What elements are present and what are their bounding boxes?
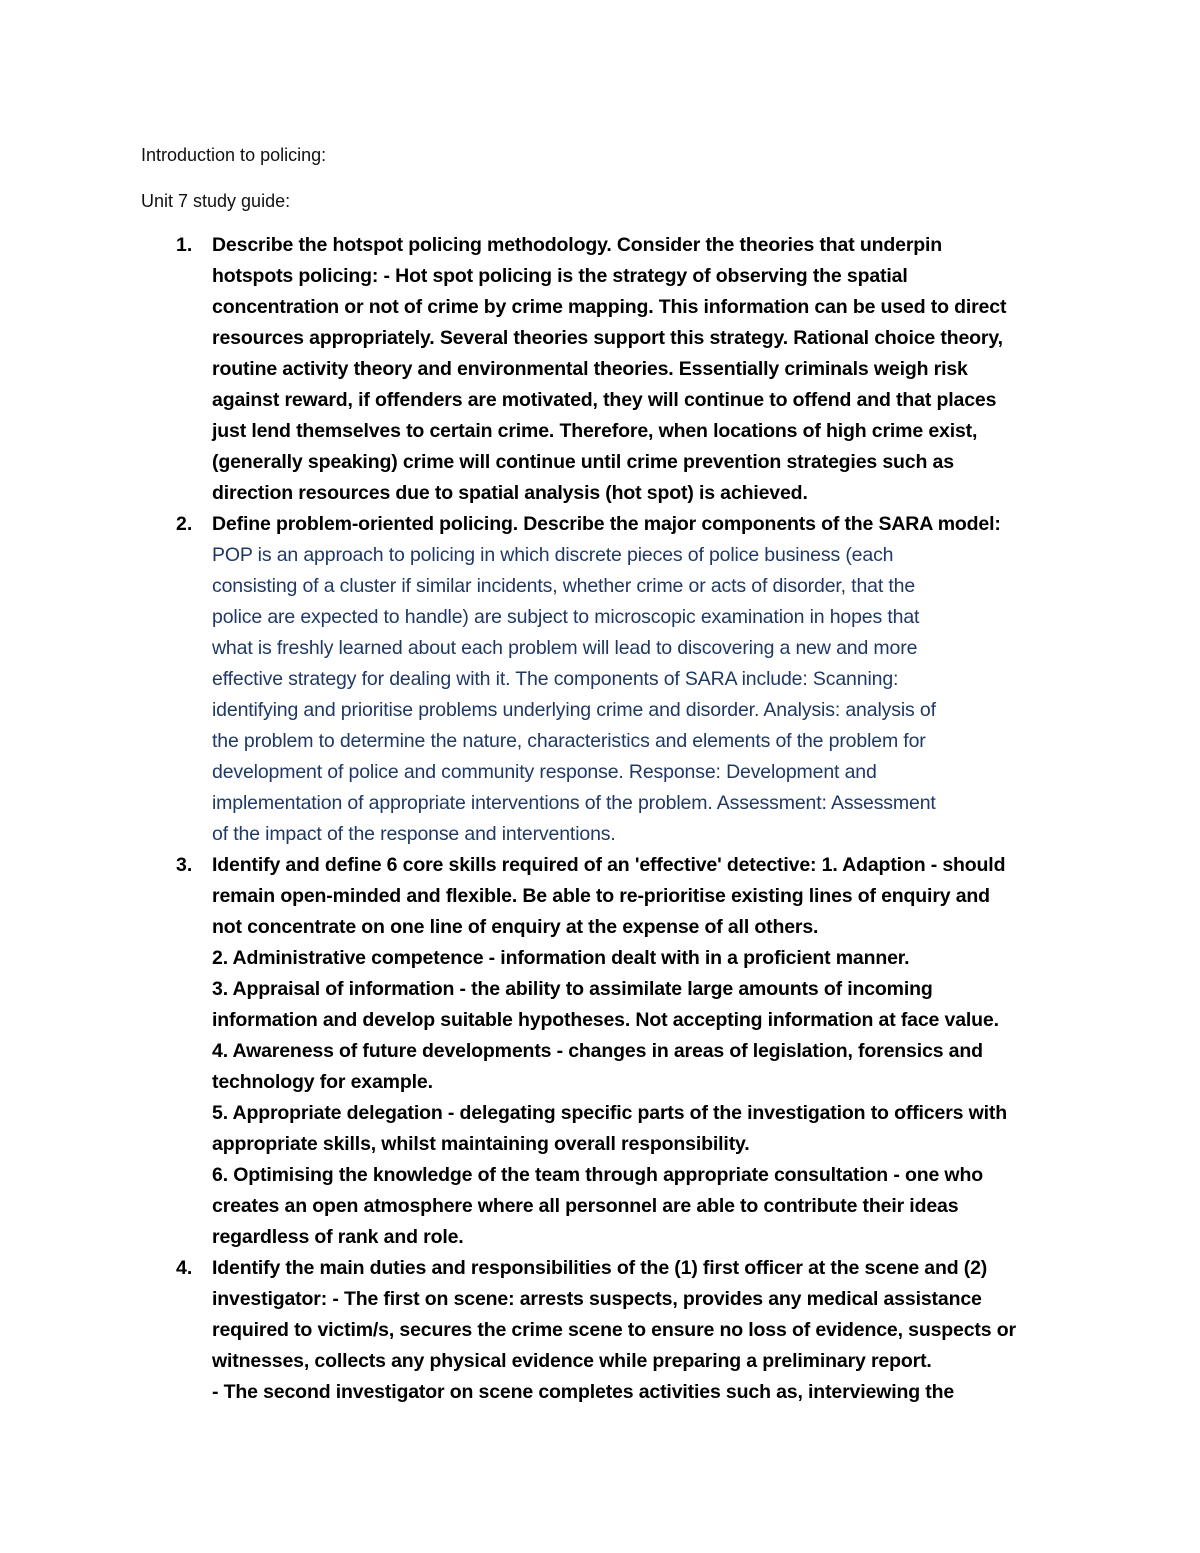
list-item-line: hotspots policing: - Hot spot policing is the strategy of observing the spatial xyxy=(212,265,908,287)
list-item-line: police are expected to handle) are subject to microscopic examination in hopes that xyxy=(212,606,920,628)
list-item-line: Identify the main duties and responsibilities of the (1) first officer at the scene and (2) xyxy=(212,1257,988,1279)
list-item-line: remain open-minded and flexible. Be able to re-prioritise existing lines of enquiry and xyxy=(212,885,990,907)
list-item-line: not concentrate on one line of enquiry at the expense of all others. xyxy=(212,916,819,938)
list-item-line: - The second investigator on scene completes activities such as, interviewing the xyxy=(212,1381,955,1403)
list-item-line: implementation of appropriate interventions of the problem. Assessment: Assessment xyxy=(212,792,936,814)
list-item-line: regardless of rank and role. xyxy=(212,1226,464,1248)
list-number: 1. xyxy=(176,234,193,256)
list-item-line: resources appropriately. Several theories support this strategy. Rational choice theory, xyxy=(212,327,1003,349)
list-item-line: 4. Awareness of future developments - changes in areas of legislation, forensics and xyxy=(212,1040,983,1062)
document-subtitle: Unit 7 study guide: xyxy=(141,191,291,211)
list-item-line: appropriate skills, whilst maintaining overall responsibility. xyxy=(212,1133,750,1155)
list-item-line: concentration or not of crime by crime mapping. This information can be used to direct xyxy=(212,296,1007,318)
list-item-line: 6. Optimising the knowledge of the team through appropriate consultation - one who xyxy=(212,1164,983,1186)
list-item-line: Describe the hotspot policing methodology. Consider the theories that underpin xyxy=(212,234,943,256)
list-item-line: creates an open atmosphere where all personnel are able to contribute their ideas xyxy=(212,1195,959,1217)
list-item-line: 5. Appropriate delegation - delegating specific parts of the investigation to officers with xyxy=(212,1102,1007,1124)
list-number: 3. xyxy=(176,854,193,876)
list-item-line: investigator: - The first on scene: arrests suspects, provides any medical assistance xyxy=(212,1288,982,1310)
list-item-line: technology for example. xyxy=(212,1071,433,1093)
list-item-line: effective strategy for dealing with it. The components of SARA include: Scanning: xyxy=(212,668,899,690)
list-item-line: 3. Appraisal of information - the ability to assimilate large amounts of incoming xyxy=(212,978,933,1000)
list-number: 4. xyxy=(176,1257,193,1279)
list-item-line: just lend themselves to certain crime. Therefore, when locations of high crime exist, xyxy=(212,420,978,442)
list-item-line: required to victim/s, secures the crime scene to ensure no loss of evidence, suspects or xyxy=(212,1319,1016,1341)
list-item-line: 2. Administrative competence - information dealt with in a proficient manner. xyxy=(212,947,910,969)
list-item-line: of the impact of the response and interventions. xyxy=(212,823,616,845)
list-item-line: information and develop suitable hypotheses. Not accepting information at face value. xyxy=(212,1009,999,1031)
list-item-line: Identify and define 6 core skills required of an 'effective' detective: 1. Adaption - should xyxy=(212,854,1006,876)
list-item-line: development of police and community response. Response: Development and xyxy=(212,761,877,783)
list-item-question: Define problem-oriented policing. Describe the major components of the SARA model: xyxy=(212,513,1001,535)
list-item-line: consisting of a cluster if similar incidents, whether crime or acts of disorder, that the xyxy=(212,575,916,597)
document-title: Introduction to policing: xyxy=(141,145,327,165)
list-item-line: direction resources due to spatial analysis (hot spot) is achieved. xyxy=(212,482,808,504)
list-number: 2. xyxy=(176,513,193,535)
list-item-line: against reward, if offenders are motivated, they will continue to offend and that places xyxy=(212,389,997,411)
list-item-line: routine activity theory and environmental theories. Essentially criminals weigh risk xyxy=(212,358,968,380)
list-item-line: witnesses, collects any physical evidence while preparing a preliminary report. xyxy=(212,1350,932,1372)
list-item-line: the problem to determine the nature, characteristics and elements of the problem for xyxy=(212,730,926,752)
list-item-line: what is freshly learned about each problem will lead to discovering a new and more xyxy=(212,637,918,659)
list-item-line: (generally speaking) crime will continue until crime prevention strategies such as xyxy=(212,451,954,473)
list-item-line: POP is an approach to policing in which discrete pieces of police business (each xyxy=(212,544,894,566)
list-item-line: identifying and prioritise problems underlying crime and disorder. Analysis: analysis of xyxy=(212,699,936,721)
